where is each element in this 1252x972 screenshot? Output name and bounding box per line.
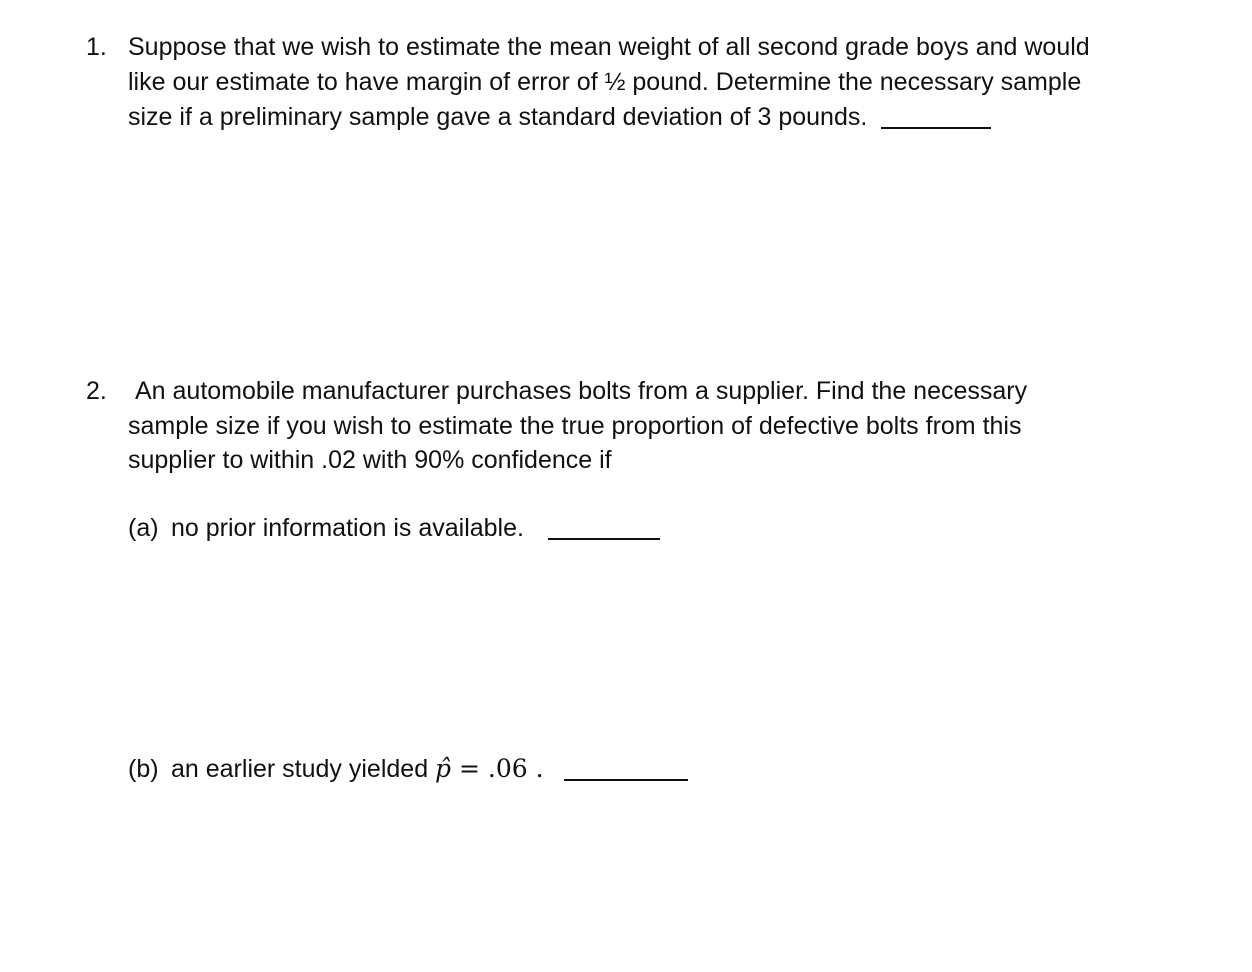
question-1-line-3 bbox=[128, 100, 991, 134]
question-1-line-1: Suppose that we wish to estimate the mean weight of all second grade boys and would bbox=[128, 33, 1090, 61]
question-1-line-3-text: size if a preliminary sample gave a standard deviation of 3 pounds. bbox=[128, 103, 868, 131]
question-1-number: 1. bbox=[86, 33, 107, 61]
part-a-label: (a) bbox=[128, 514, 159, 542]
question-2-number: 2. bbox=[86, 377, 107, 405]
question-2-line-1: An automobile manufacturer purchases bolts from a supplier. Find the necessary bbox=[135, 377, 1028, 405]
part-b-label: (b) bbox=[128, 755, 159, 783]
question-2-part-b bbox=[128, 752, 688, 786]
part-b-answer-blank[interactable] bbox=[564, 778, 688, 781]
question-1-line-2: like our estimate to have margin of error of ½ pound. Determine the necessary sample bbox=[128, 68, 1082, 96]
p-hat-value: = .06 . bbox=[451, 754, 544, 783]
part-a-text: no prior information is available. bbox=[171, 514, 524, 542]
question-2-line-3: supplier to within .02 with 90% confidence if bbox=[128, 446, 612, 474]
question-2-part-a bbox=[128, 511, 660, 545]
question-2-line-2: sample size if you wish to estimate the true proportion of defective bolts from this bbox=[128, 412, 1022, 440]
part-a-answer-blank[interactable] bbox=[548, 537, 660, 540]
p-hat-symbol: p̂ bbox=[435, 754, 452, 783]
part-b-text: an earlier study yielded bbox=[171, 755, 429, 783]
question-1-answer-blank[interactable] bbox=[881, 126, 991, 129]
